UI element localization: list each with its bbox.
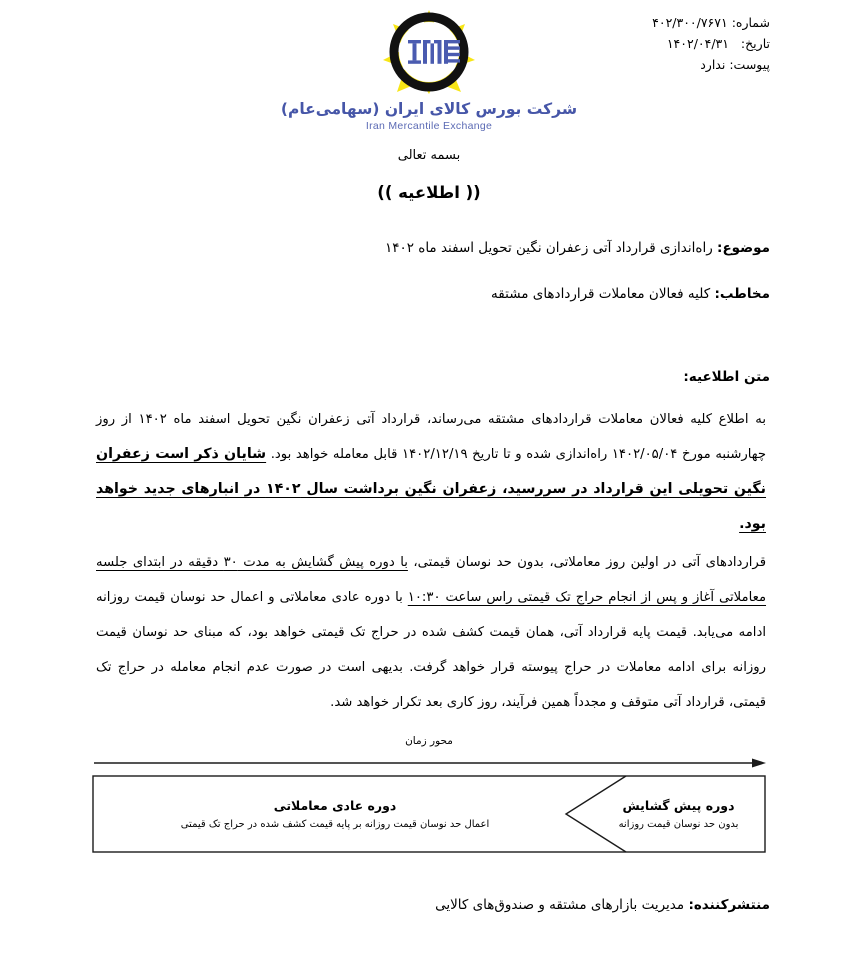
subject-label: موضوع: [717,240,770,256]
timeline-segment-normal-session [94,775,576,853]
notice-heading: (( اطلاعیه )) [377,183,481,202]
meta-number-label: شماره: [731,15,770,30]
paragraph-2-lead: قراردادهای آتی در اولین روز معاملاتی، بدون حد نوسان قیمتی، [407,555,766,570]
basmala-heading: بسمه تعالی [397,148,461,163]
body-paragraph-2 [96,545,766,720]
company-name-fa: شرکت بورس کالای ایران (سهامی‌عام) [280,100,578,118]
paragraph-2-underlined: با دوره پیش گشایش به مدت ۳۰ دقیقه در ابتدای جلسه معاملاتی آغاز و پس از انجام حراج تک قیمتی راس ساعت ۱۰:۳۰ [96,555,767,605]
audience-line [92,286,770,302]
timeline-axis-label: محور زمان [405,735,453,747]
subject-value: راه‌اندازی قرارداد آتی زعفران نگین تحویل اسفند ماه ۱۴۰۲ [384,240,713,256]
publisher-value: مدیریت بازارهای مشتقه و صندوق‌های کالایی [435,897,685,913]
segment-main-subtitle: اعمال حد نوسان قیمت روزانه بر پایه قیمت کشف شده در حراج تک قیمتی [180,819,490,830]
meta-attachment-label: پیوست: [729,57,770,72]
timeline-axis-arrow [92,757,766,769]
paragraph-1-emphasis: شایان ذکر است زعفران نگین تحویلی این قرارداد در سررسید، زعفران نگین برداشت سال ۱۴۰۲ در انبارهای جدید خواهد بود. [96,446,767,532]
body-label: متن اطلاعیه: [683,369,770,385]
meta-attachment-value: ندارد [700,57,726,72]
organization-logo [0,8,858,132]
meta-date-label: تاریخ: [740,36,770,51]
audience-label: مخاطب: [714,286,770,302]
paragraph-2-tail: با دوره عادی معاملاتی و اعمال حد نوسان قیمت روزانه ادامه می‌یابد. قیمت پایه قرارداد آتی، همان قیمت کشف شده در حراج تک قیمتی خواهد بود، که مبنای حد نوسان قیمت روزانه برای ادامه معاملات در حراج پیوسته قرار خواهد گرفت. بدیهی است در صورت عدم انجام معامله در حراج تک قیمتی، قرارداد آتی متوقف و مجدداً همین فرآیند، روز کاری بعد تکرار خواهد شد. [96,590,766,710]
segment-pre-subtitle: بدون حد نوسان قیمت روزانه [618,819,739,830]
company-name-en: Iran Mercantile Exchange [365,120,493,132]
body-paragraph-1 [96,402,766,542]
timeline-figure [92,735,766,855]
publisher-label: منتشرکننده: [688,897,770,913]
segment-pre-title: دوره پیش گشایش [622,798,735,813]
meta-number-value: ۴۰۲/۳۰۰/۷۶۷۱ [652,15,728,30]
subject-line [92,240,770,256]
timeline-segment-pre-opening [591,775,766,853]
audience-value: کلیه فعالان معاملات قراردادهای مشتقه [491,286,711,302]
paragraph-1-text: به اطلاع کلیه فعالان معاملات قراردادهای مشتقه می‌رساند، قرارداد آتی زعفران نگین تحویل اسفند ماه ۱۴۰۲ از روز چهارشنبه مورخ ۱۴۰۲/۰۵/۰۴ راه‌اندازی شده و تا تاریخ ۱۴۰۲/۱۲/۱۹ قابل معامله خواهد بود. [96,412,767,462]
segment-main-title: دوره عادی معاملاتی [273,798,397,813]
meta-date-value: ۱۴۰۲/۰۴/۳۱ [666,36,729,51]
publisher-line [435,897,770,913]
timeline-band-labels [92,775,766,853]
ime-logo-icon [381,8,477,96]
